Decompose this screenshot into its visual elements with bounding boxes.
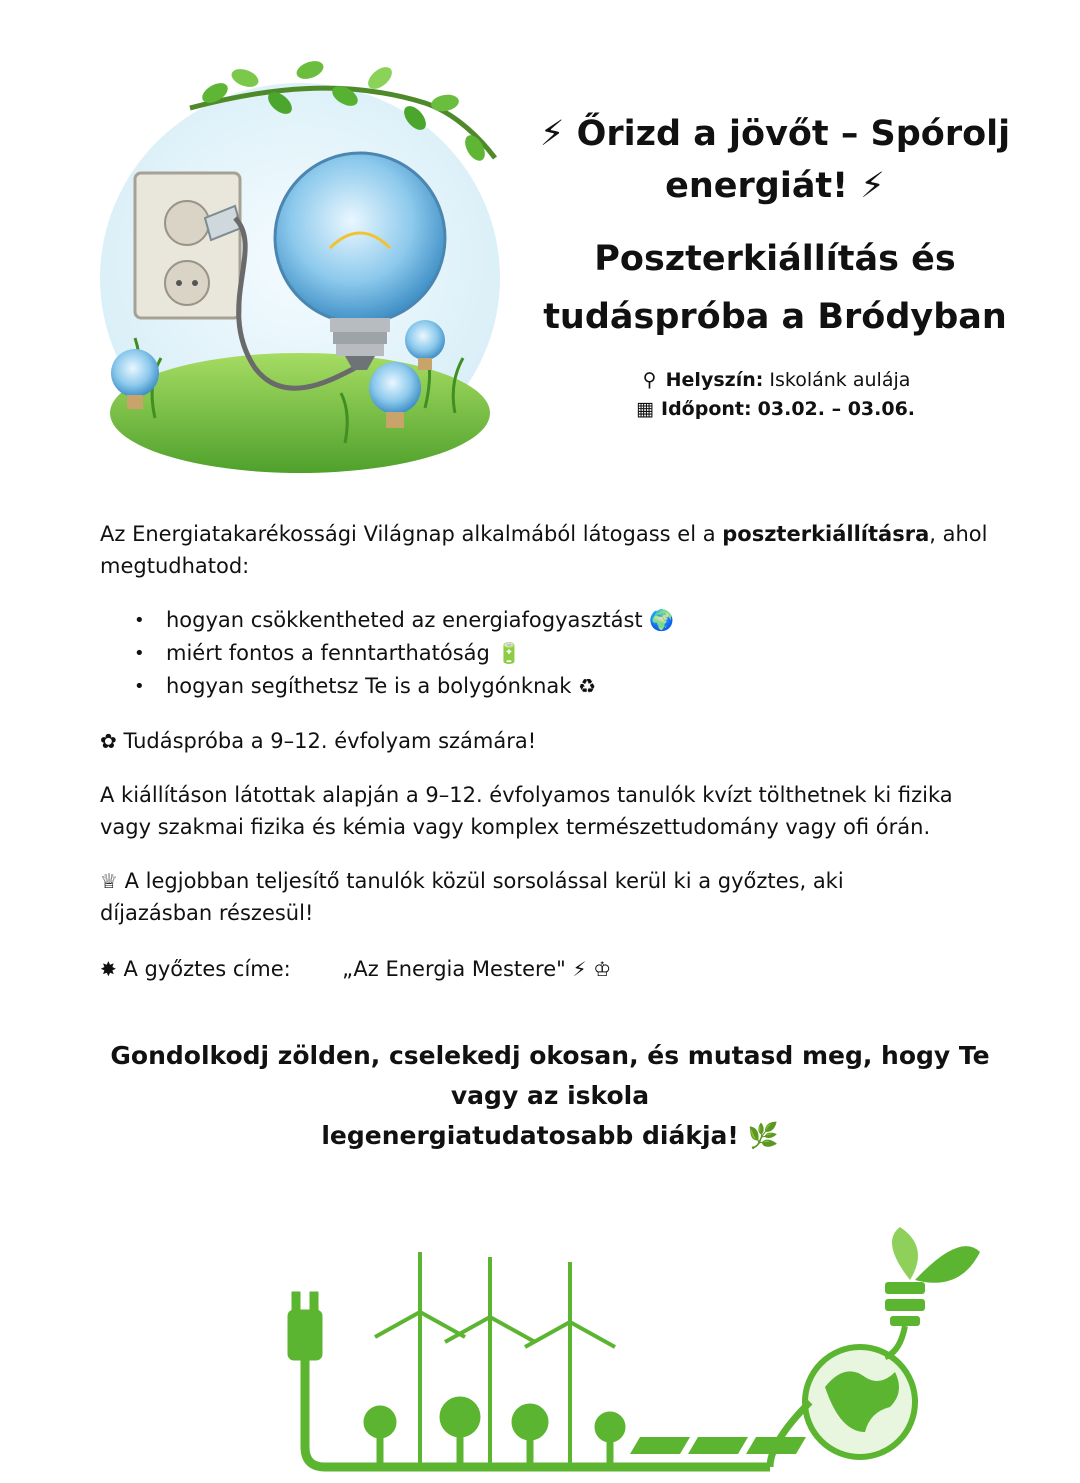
list-item xyxy=(166,670,1000,703)
globe-bulb-icon xyxy=(770,1227,980,1467)
prize-paragraph xyxy=(100,865,1000,929)
subtitle-line-1: Poszterkiállítás és xyxy=(594,239,956,279)
socket-icon xyxy=(135,173,240,318)
intro-bold: poszterkiállításra xyxy=(722,522,930,546)
quiz-description xyxy=(100,779,1000,843)
title-line-2: energiát! ⚡ xyxy=(665,166,885,206)
tree-icon xyxy=(364,1397,625,1467)
closing-statement xyxy=(95,1036,1005,1156)
globe-icon: 🌍 xyxy=(649,608,675,632)
winner-title-row xyxy=(100,953,1000,985)
energy-illustration xyxy=(95,48,505,488)
list-item-text: miért fontos a fenntarthatóság xyxy=(166,641,490,665)
quiz-heading xyxy=(100,725,1000,757)
green-energy-illustration xyxy=(270,1222,990,1483)
winner-title: „Az Energia Mestere" xyxy=(342,957,566,981)
date-label: Időpont: xyxy=(661,398,752,420)
quiz-line-2: vagy szakmai fizika és kémia vagy komplex természettudomány vagy ofi órán. xyxy=(100,815,931,839)
header xyxy=(505,108,1045,424)
benefit-list xyxy=(100,604,1000,703)
battery-icon: 🔋 xyxy=(496,641,522,665)
winner-label: A győztes címe: xyxy=(123,957,291,981)
lightning-icon: ⚡ xyxy=(572,957,587,981)
trophy-icon: ♕ xyxy=(100,869,118,893)
title-line-1: ⚡ Őrizd a jövőt – Spórolj xyxy=(539,114,1011,154)
intro-paragraph xyxy=(100,518,1000,582)
list-item-text: hogyan segíthetsz Te is a bolygónknak xyxy=(166,674,572,698)
calendar-icon: ▦ xyxy=(635,398,654,420)
list-item xyxy=(166,637,1000,670)
date-row xyxy=(505,395,1045,424)
closing-line-1: Gondolkodj zölden, cselekedj okosan, és mutasd meg, hogy Te xyxy=(110,1041,990,1070)
main-title xyxy=(505,108,1045,212)
location-value: Iskolánk aulája xyxy=(769,369,911,391)
recycle-icon: ♻ xyxy=(578,674,597,698)
event-info xyxy=(505,366,1045,424)
subtitle-line-2: tudáspróba a Bródyban xyxy=(543,297,1007,337)
intro-text: Az Energiatakarékossági Világnap alkalmából látogass el a xyxy=(100,522,723,546)
sparkle-icon: ✸ xyxy=(100,957,117,981)
intro-text-end: , ahol xyxy=(929,522,988,546)
prize-line-2: díjazásban részesül! xyxy=(100,901,314,925)
pin-icon: ⚲ xyxy=(642,369,657,391)
quiz-heading-text: Tudáspróba a 9–12. évfolyam számára! xyxy=(123,729,537,753)
quiz-line-1: A kiállításon látottak alapján a 9–12. évfolyamos tanulók kvízt tölthetnek ki fizika xyxy=(100,783,953,807)
wind-turbine-icon xyxy=(375,1252,615,1467)
list-item-text: hogyan csökkentheted az energiafogyasztást xyxy=(166,608,643,632)
closing-line-3: legenergiatudatosabb diákja! 🌿 xyxy=(321,1121,779,1150)
date-value: 03.02. – 03.06. xyxy=(757,398,916,420)
location-row xyxy=(505,366,1045,395)
intro-line-2: megtudhatod: xyxy=(100,554,250,578)
location-label: Helyszín: xyxy=(665,369,764,391)
prize-line-1: A legjobban teljesítő tanulók közül sorsolással kerül ki a győztes, aki xyxy=(124,869,844,893)
brain-icon: ✿ xyxy=(100,729,117,753)
list-item xyxy=(166,604,1000,637)
main-content xyxy=(100,518,1000,985)
closing-line-2: vagy az iskola xyxy=(450,1081,650,1110)
subtitle xyxy=(505,230,1045,346)
crown-icon: ♔ xyxy=(593,957,612,981)
